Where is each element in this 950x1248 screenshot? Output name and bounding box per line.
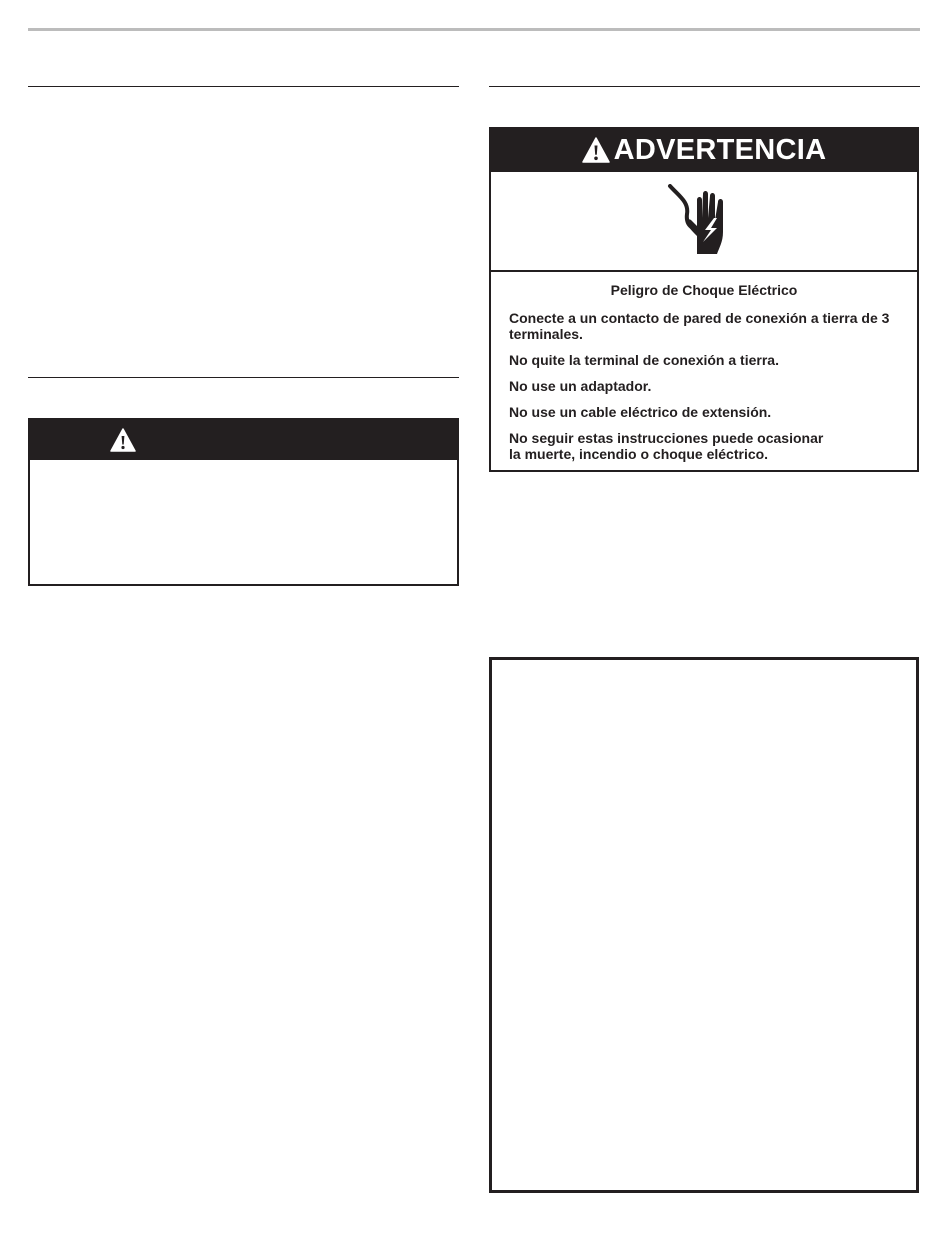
- advertencia-body: [491, 272, 917, 462]
- warning-triangle-icon: [582, 137, 610, 163]
- instruction-line-2: No quite la terminal de conexión a tierra.: [509, 352, 779, 368]
- right-section-rule-1: [489, 86, 920, 87]
- consequence-text: [509, 430, 909, 462]
- electric-shock-hand-icon: [667, 184, 739, 256]
- top-rule: [28, 28, 920, 31]
- advertencia-title: ADVERTENCIA: [613, 134, 827, 166]
- warning-triangle-icon: [110, 428, 136, 452]
- instruction-line-3: No use un adaptador.: [509, 378, 652, 394]
- advertencia-box: [489, 127, 919, 472]
- shock-icon-area: [491, 172, 917, 272]
- empty-content-box: [489, 657, 919, 1193]
- consequence-line-1: No seguir estas instrucciones puede ocasionar: [509, 430, 824, 446]
- left-warning-header: [30, 420, 457, 460]
- instruction-line-4: No use un cable eléctrico de extensión.: [509, 404, 772, 420]
- left-section-rule-2: [28, 377, 459, 378]
- left-warning-box: [28, 418, 459, 586]
- instruction-line-1: Conecte a un contacto de pared de conexión a tierra de 3 terminales.: [509, 310, 890, 342]
- consequence-line-2: la muerte, incendio o choque eléctrico.: [509, 446, 769, 462]
- left-section-rule-1: [28, 86, 459, 87]
- advertencia-header: [491, 129, 917, 172]
- hazard-title: Peligro de Choque Eléctrico: [610, 282, 798, 298]
